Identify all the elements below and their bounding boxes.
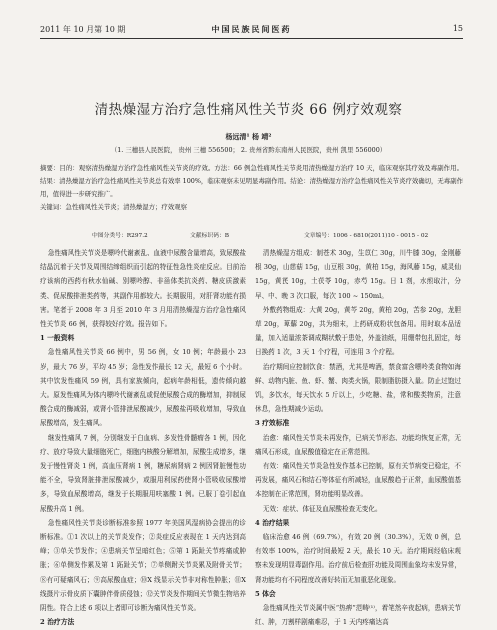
header-page-number: 15 xyxy=(452,24,463,33)
body-paragraph: 继发性痛风 7 例，分别继发于白血病、多发性骨髓瘤各 1 例，因化疗、放疗导致大量细胞死亡，细胞内核酸分解增加，尿酸生成增多，继发于慢性肾炎 1 例，高血压肾病 1 例，糖尿病肾病 2 例因肾脏慢性功能不全，导致肾脏排泄尿酸减少，或服用利尿药使肾小管吸收尿酸增多，导致血尿酸增高，继发于长期服用呋塞酸 1 例。已服丁卷引起血尿酸升高 1 例。 xyxy=(40,433,246,513)
abstract-text: 摘要：目的：观察清热燥湿方治疗急性痛风性关节炎的疗效。方法：66 例急性痛风性关节炎用清热燥湿方治疗 10 天，临床观察其疗效及毒副作用。结果：清热燥湿方治疗急性痛风性关节炎总有效率 100%，临床观察未见明显毒副作用。结论：清热燥湿方治疗急性痛风性关节炎疗效确切，无毒副作用，值得进一步研究推广。 xyxy=(40,164,463,198)
paper-affiliation: （1. 三穗县人民医院， 贵州 三穗 556500； 2. 贵州省黔东南州人民医院，贵州 凯里 556000） xyxy=(110,146,387,154)
body-paragraph: 清热燥湿方组成：制苍术 30g，生苡仁 30g，川牛膝 30g，金刚藤根 30g，山慈菇 15g，山豆根 30g，黄柏 15g，海风藤 15g，威灵仙 15g，黄芪 10g，土茯苓 10g，赤芍 15g。日 1 剂，水煎取汁，分早、中、晚 3 次口服，每次 100 ~ 150ml。 xyxy=(255,249,461,300)
left-column xyxy=(40,246,246,629)
body-paragraph: 外敷药物组成：大黄 20g，黄芩 20g，黄柏 20g，苦参 20g，龙胆草 20g，萆薢 20g，共为细末，上药研成粉状包备用。用时取本品适量，加入适量浓茶调成糊状敷于患处，外盖油纸，用绷带包扎固定，每日换药 1 次，3 天 1 个疗程，可连用 3 个疗程。 xyxy=(255,305,461,357)
classification-number: 中图分类号：R297.2 xyxy=(92,233,148,239)
body-paragraph: 无效：症状、体征及血尿酸检查无变化。 xyxy=(262,504,382,513)
body-paragraph: 有效：痛风性关节炎急性发作基本已控制，原有关节病变已稳定，不再发展，痛风石和结石等体征有所减轻，血尿酸趋于正常，血尿酸值基本控制在正常范围，肾功能明显改善。 xyxy=(255,462,461,499)
body-paragraph: 急性痛风性关节炎 66 例中，男 56 例，女 10 例；年龄最小 23 岁，最大 76 岁，平均 45 岁；急性发作最长 12 天，最短 6 个小时。其中饮发性痛风 59 例，具有家族倾向，起病年龄相低，遗传倾向越大。原发性痛风为体内嘌呤代谢紊乱或促使尿酸合成的酶增加，抑制尿酸合成的酶减弱，或肾小管排泄尿酸减少，尿酸盐再吸收增加，导致血尿酸增高，发生痛风。 xyxy=(40,348,246,428)
paper-authors: 杨远清¹ 杨 靖² xyxy=(225,132,272,141)
body-paragraph: 治愈：痛风性关节炎未再发作，已病关节形态、功能均恢复正常，无痛风石形成，血尿酸值稳定在正常范围。 xyxy=(255,433,461,456)
right-column xyxy=(255,246,461,629)
article-id: 文章编号：1006 - 6810(2011)10 - 0015 - 02 xyxy=(304,233,429,239)
section-heading: 2 治疗方法 xyxy=(40,618,75,627)
header-journal: 中国民族民间医药 xyxy=(211,24,292,34)
body-paragraph: 急性痛风性关节炎是嘌呤代谢紊乱、血液中尿酸含量增高，致尿酸盐结晶沉着于关节及周围结缔组织而引起的特征性急性炎症反应。目前治疗该病的西药有秋水仙碱、别嘌呤醇、非甾体类抗炎药、糖皮质激素类、促尿酸排泄类药等，其副作用都较大。长期服用，对肝肾功能有损害。笔者于 2008 年 3 月至 2010 年 3 月用清热燥湿方治疗急性痛风性关节炎 66 例，获得较好疗效。报告如下。 xyxy=(40,249,246,329)
running-header xyxy=(40,22,463,39)
body-paragraph: 急性痛风性关节炎属中医“热痹”范畴⁽¹⁾，着笔然辛夜起病，患病关节红、肿，刀割样剧痛难忍，于 1 天内疼痛达高 xyxy=(255,604,461,627)
header-date: 2011 年 10 月第 10 期 xyxy=(40,25,126,34)
body-paragraph: 治疗期间应控制饮食：禁酒，尤其是啤酒，禁食富含嘌呤类食物如海鲜、动物内脏、鱼、虾、蟹、肉类火锅，限制脂肪摄入量。防止过饱过饥，多饮水，每天饮水 5 斤以上，少吃糖、盐，常和酸类物质，注意休息，急性期减少运动。 xyxy=(255,362,461,414)
keywords-text: 关键词：急性痛风性关节炎；清热燥湿方；疗效观察 xyxy=(40,203,187,211)
section-heading: 4 治疗结果 xyxy=(255,518,290,527)
body-paragraph: 急性痛风性关节炎诊断标准参照 1977 年美国风湿病协会提出的诊断标准。①1 次以上的关节炎发作；②炎症反应表现在 1 天内达到高峰；③单关节发作；④患病关节呈暗红色；⑤第 1 跖趾关节疼痛或肿胀；⑥单侧发作累及第 1 跖趾关节；⑦单侧跗关节炎累及附骨关节；⑧有可疑痛风石；⑨高尿酸血症；⑩X 线显示关节非对称性肿胀；⑪X 线摄片示骨皮质下囊肿伴骨质侵蚀；⑫关节炎发作期间关节微生物培养阴性。符合上述 6 项以上者即可诊断为痛风性关节炎。 xyxy=(40,518,246,613)
document-code: 文献标识码：B xyxy=(190,233,230,239)
paper-title: 清热燥湿方治疗急性痛风性关节炎 66 例疗效观察 xyxy=(94,102,403,118)
abstract-block xyxy=(40,162,463,214)
section-heading: 5 体会 xyxy=(255,589,276,598)
body-paragraph: 临床治愈 46 例（69.7%），有效 20 例（30.3%），无效 0 例，总有效率 100%，治疗时间最短 2 天，最长 10 天。治疗期间经临床观察未发现明显毒副作用。治疗前后检查肝功能及周围血象均未发异常，肾功能均有不同程度改善好转而无加重恶化现象。 xyxy=(255,533,461,584)
section-heading: 3 疗效标准 xyxy=(255,419,290,428)
section-heading: 1 一般资料 xyxy=(40,334,75,343)
